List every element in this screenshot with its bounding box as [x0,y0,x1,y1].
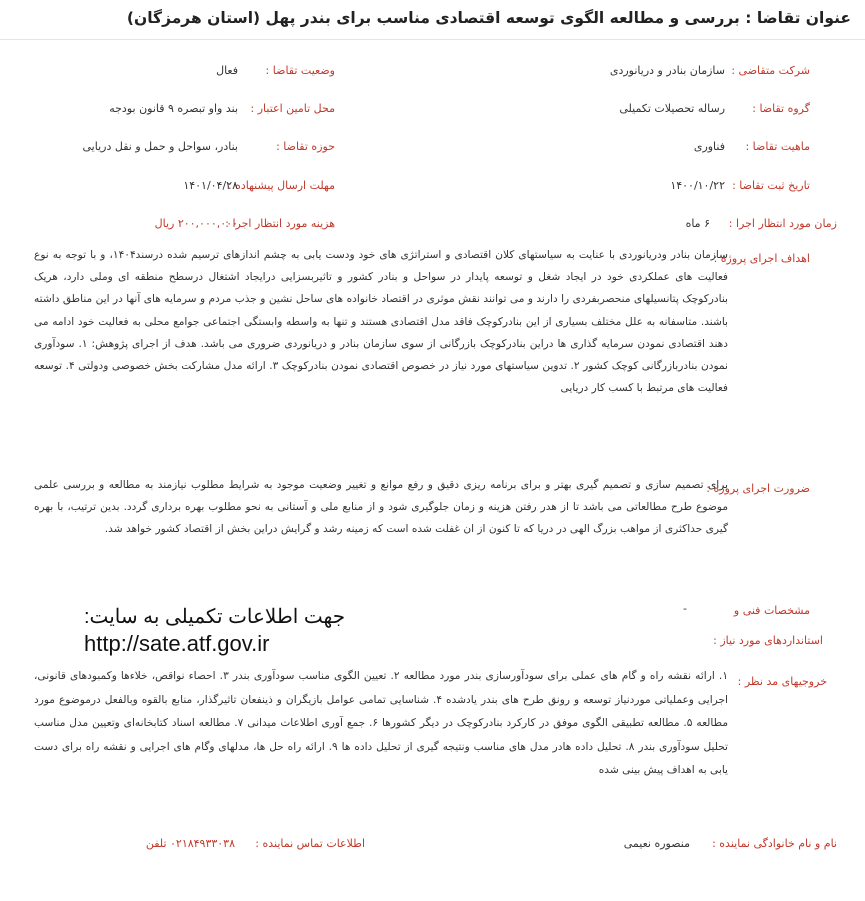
proposal-deadline-value: ۱۴۰۱/۰۴/۲۸ [183,179,238,192]
title-divider [0,39,865,40]
representative-name-value: منصوره نعیمی [623,837,690,850]
necessity-text: برای تصمیم سازی و تصمیم گیری بهتر و برای برنامه ریزی دقیق و رفع موانع و تغییر وضعیت موجود به شرایط مطلوب نیازمند به مطالعه و بررسی علمی موضوع طرح مطالعاتی می باشد تا از هدر رفتن هزینه و زمان جلوگیری شود و از منابع ملی و آستانی به نحو مطلوب بهره برداری گردد. بدین ترتیب، با بهره گیری حداکثری از مواهب بزرگ الهی در دریا که تا کنون از ان غفلت شده است که زمینه رشد و گرایش دراین بخش از اقتصاد کشور خواهد شد. [34,479,728,536]
request-nature-label: ماهیت تقاضا : [745,139,810,155]
technical-specs-label-line2: استانداردهای مورد نیاز : [713,633,823,649]
page-title: عنوان تقاضا : بررسی و مطالعه الگوی توسعه اقتصادی مناسب برای بندر پهل (استان هرمزگان) [126,9,851,27]
request-status-label: وضعیت تقاضا : [266,63,335,79]
representative-contact-label: اطلاعات تماس نماینده : [255,836,365,852]
more-info-block [84,604,345,658]
request-group-value: رساله تحصیلات تکمیلی [619,102,725,115]
expected-cost-value: ۲۰۰,۰۰۰,۰۰۰ ریال [154,217,238,230]
technical-specs-label-line1: مشخصات فنی و [733,604,810,617]
request-domain-label: حوزه تقاضا : [276,139,335,155]
request-group-label: گروه تقاضا : [752,101,810,117]
applicant-company-value: سازمان بنادر و دریانوردی [609,64,725,77]
outputs-label: خروجیهای مد نظر : [738,674,827,690]
request-nature-value: فناوری [693,140,725,153]
representative-contact-value: ۰۲۱۸۴۹۳۳۰۳۸ تلفن [145,837,235,850]
request-domain-value: بنادر، سواحل و حمل و نقل دریایی [82,140,238,153]
goals-label: اهداف اجرای پروژه : [714,251,810,267]
expected-duration-label: زمان مورد انتظار اجرا : [729,216,837,232]
registration-date-value: ۱۴۰۰/۱۰/۲۲ [670,179,725,192]
request-status-value: فعال [216,64,238,77]
applicant-company-label: شرکت متقاضی : [731,63,810,79]
technical-specs-value: - [683,602,687,615]
outputs-text: ۱. ارائه نقشه راه و گام های عملی برای سودآورسازی بندر مورد مطالعه ۲. تعیین الگوی مناسب سودآوری بندر ۳. احصاء نواقص، خلاءها وکمبودهای قانونی، اجرایی وعملیاتی موردنیاز توسعه و رونق طرح های بندر یادشده ۴. شناسایی تمامی عوامل بازیگران و ذینفعان تاثیرگذار، منابع بالقوه وبالفعل درموضوع مورد مطالعه ۵. مطالعه تطبیقی الگوی موفق در کارکرد بنادرکوچک در دیگر کشورها ۶. جمع آوری اطلاعات میدانی ۷. مطالعه اسناد کتابخانه‌ای وتعیین مدل مناسب تحلیل سودآوری بندر ۸. تحلیل داده هادر مدل های مناسب ونتیجه گیری از تحلیل داده ها ۹. ارائه راه حل ها، مدلهای وگام های اجرایی و نقشه راه برای دست یابی به اهداف پیش بینی شده [34,670,729,777]
goals-text: سازمان بنادر ودریانوردی با عنایت به سیاستهای کلان اقتصادی و استراتژی های خود ودست یابی به چشم اندازهای ترسیم شده درسند۱۴۰۴، و با توجه به نوع فعالیت های عملکردی خود در ایجاد شغل و توسعه پایدار در سواحل و بنادر کشور و تاثیربسزایی درایجاد اشتغال درسطح منطقه ای وملی دارد، هریک بنادرکوچک پتانسیلهای منحصربفردی را دارند و می توانند نقش موثری در اقتصاد خانواده های ساحل نشین و جذب مردم و سرمایه های آنها در این مناطق داشته باشند. متاسفانه به علل مختلف بسیاری از این بنادرکوچک فاقد مدل اقتصادی هستند و تنها به واسطه وابستگی اجتماعی جوامع محلی به فعالیت خود ادامه می دهند اقتصادی نمودن سرمایه گذاری ها دراین بنادرکوچک بازرگانی از سوی سازمان بنادر و دریانوردی ضروری می باشد. هدف از اجرای پژوهش: ۱. سودآوری نمودن بنادربازرگانی کوچک کشور ۲. تدوین سیاستهای مورد نیاز در خصوص اقتصادی نمودن بنادرکوچک ۳. ارائه مدل مشارکت بخش خصوصی ودولتی ۴. توسعه فعالیت های مرتبط با کسب کار دریایی [34,249,728,395]
expected-cost-label: هزینه مورد انتظار اجرا : [225,216,335,232]
funding-source-value: بند واو تبصره ۹ قانون بودجه [109,102,238,115]
necessity-label: ضرورت اجرای پروژه : [706,481,810,497]
registration-date-label: تاریخ ثبت تقاضا : [732,178,810,194]
more-info-line1: جهت اطلاعات تکمیلی به سایت: [84,606,346,628]
more-info-url[interactable]: http://sate.atf.gov.ir [84,631,270,656]
expected-duration-value: ۶ ماه [685,217,710,230]
proposal-deadline-label: مهلت ارسال پیشنهاده : [228,178,335,194]
funding-source-label: محل تامین اعتبار : [251,101,335,117]
representative-name-label: نام و نام خانوادگی نماینده : [712,836,837,852]
